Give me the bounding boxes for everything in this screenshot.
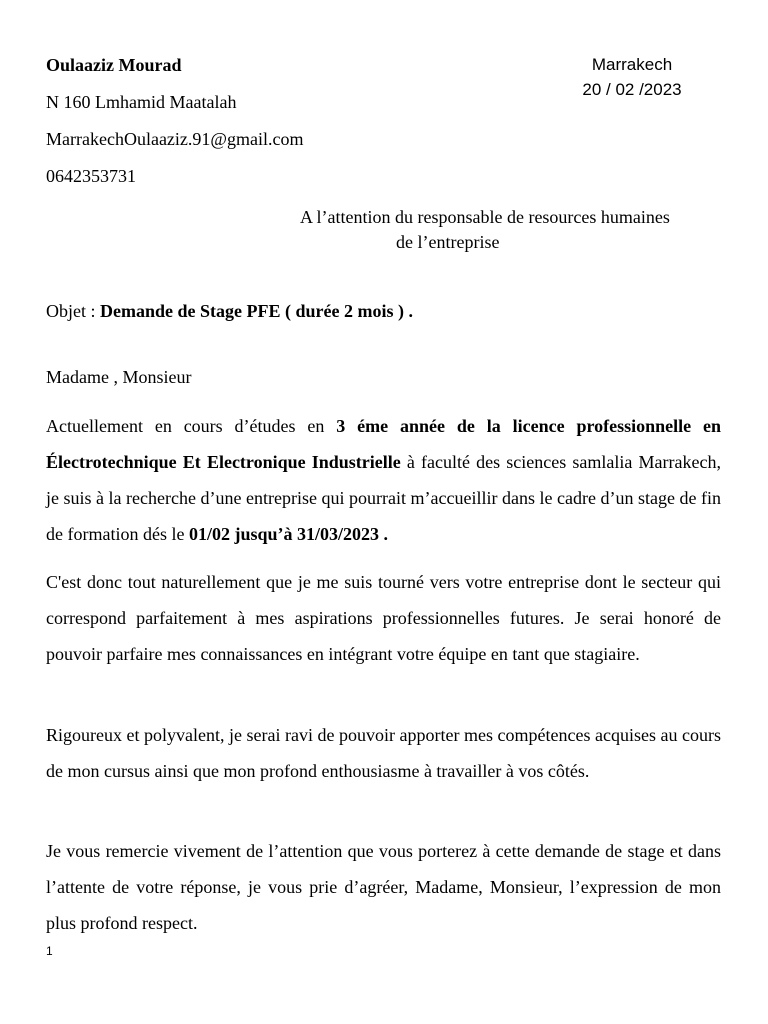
sender-name: Oulaaziz Mourad bbox=[46, 55, 182, 75]
recipient-line-1: A l’attention du responsable de resources humaines bbox=[300, 207, 670, 227]
salutation: Madame , Monsieur bbox=[46, 367, 192, 387]
subject-label: Objet : bbox=[46, 301, 100, 321]
city: Marrakech bbox=[591, 55, 673, 74]
sender-block bbox=[46, 47, 303, 195]
page-number: 1 bbox=[46, 944, 53, 958]
paragraph-1-bold-1: 3 éme année de la licence professionnelle en Électrotechnique Et Electronique Industrielle bbox=[46, 416, 722, 472]
place-date-block bbox=[562, 52, 702, 102]
sender-email: MarrakechOulaaziz.91@gmail.com bbox=[46, 129, 304, 149]
paragraph-1-part-1: Actuellement en cours d’études en bbox=[46, 416, 337, 436]
paragraph-2: C'est donc tout naturellement que je me suis tourné vers votre entreprise dont le secteur qui correspond parfaitement à mes aspirations professionnelles futures. Je serai honoré de pouvoir parfaire mes connaissances en intégrant votre équipe en tant que stagiaire. bbox=[46, 572, 721, 664]
sender-phone: 0642353731 bbox=[46, 166, 136, 186]
recipient-line-2: de l’entreprise bbox=[396, 232, 500, 252]
recipient-block bbox=[300, 205, 730, 255]
paragraph-3: Rigoureux et polyvalent, je serai ravi de pouvoir apporter mes compétences acquises au cours de mon cursus ainsi que mon profond enthousiasme à travailler à vos côtés. bbox=[46, 725, 721, 781]
paragraph-1 bbox=[46, 408, 721, 552]
date: 20 / 02 /2023 bbox=[582, 80, 682, 99]
subject-line bbox=[46, 298, 413, 324]
sender-address: N 160 Lmhamid Maatalah bbox=[46, 92, 237, 112]
paragraph-1-part-2: à faculté des sciences samlalia Marrakech, je suis à la recherche d’une entreprise qui pourrait m’accueillir dans le cadre d’un stage de fin de formation dés le bbox=[46, 452, 721, 544]
paragraph-4: Je vous remercie vivement de l’attention que vous porterez à cette demande de stage et dans l’attente de votre réponse, je vous prie d’agréer, Madame, Monsieur, l’expression de mon plus profond respect. bbox=[46, 841, 721, 933]
subject-text: Demande de Stage PFE ( durée 2 mois ) . bbox=[100, 301, 413, 321]
paragraph-1-bold-2: 01/02 jusqu’à 31/03/2023 . bbox=[188, 524, 388, 544]
